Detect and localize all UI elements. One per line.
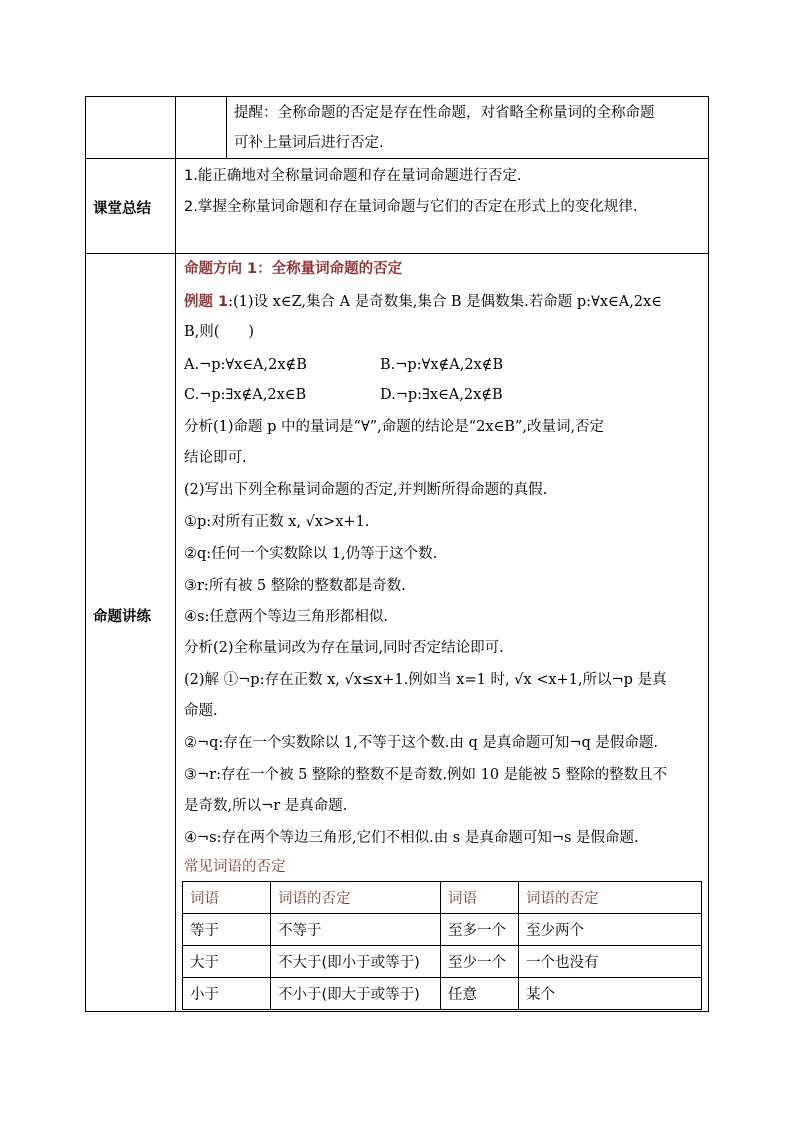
table-cell: 任意 — [441, 978, 519, 1010]
table-cell: 不大于(即小于或等于) — [271, 946, 441, 978]
summary-line-1: 1.能正确地对全称量词命题和存在量词命题进行否定. — [184, 168, 522, 184]
example-body: :(1)设 x∈Z,集合 A 是奇数集,集合 B 是偶数集.若命题 p:∀x∈A,2x∈ — [228, 294, 662, 310]
label-column-divider — [175, 96, 176, 1012]
summary-top-border — [85, 158, 708, 159]
summary-line-2: 2.掌握全称量词命题和存在量词命题与它们的否定在形式上的变化规律. — [184, 199, 638, 215]
frame-bottom-border — [85, 1011, 708, 1012]
practice-top-border — [85, 253, 708, 254]
table-header-cell: 词语 — [183, 882, 271, 914]
practice-label: 命题讲练 — [93, 609, 151, 625]
table-cell: 不等于 — [271, 914, 441, 946]
table-cell: 某个 — [519, 978, 702, 1010]
solution-2: ②¬q:存在一个实数除以 1,不等于这个数.由 q 是真命题可知¬q 是假命题. — [184, 735, 659, 751]
frame-right-border — [708, 96, 709, 1012]
frame-left-border — [85, 96, 86, 1012]
option-b: B.¬p:∀x∉A,2x∉B — [380, 357, 504, 373]
solution-1-line-2: 命题. — [184, 703, 218, 719]
option-c: C.¬p:∃x∉A,2x∈B — [184, 387, 307, 403]
option-d: D.¬p:∃x∈A,2x∉B — [380, 387, 503, 403]
item-r: ③r:所有被 5 整除的整数都是奇数. — [184, 578, 406, 594]
analysis-2: 分析(2)全称量词改为存在量词,同时否定结论即可. — [184, 640, 504, 656]
practice-heading: 命题方向 1：全称量词命题的否定 — [184, 261, 403, 277]
tip-inner-divider — [226, 96, 227, 159]
table-cell: 至少两个 — [519, 914, 702, 946]
table-header-row — [183, 882, 702, 914]
item-p: ①p:对所有正数 x, √x>x+1. — [184, 514, 370, 530]
table-row — [183, 978, 702, 1010]
analysis-1-line-2: 结论即可. — [184, 450, 247, 466]
word-negation-table — [182, 881, 702, 1010]
table-cell: 等于 — [183, 914, 271, 946]
example-prefix: 例题 1 — [184, 294, 229, 310]
example-line-2: B,则( ) — [184, 324, 255, 340]
solution-1-line-1: (2)解 ①¬p:存在正数 x, √x≤x+1.例如当 x=1 时, √x <x+1,所以¬p 是真 — [184, 672, 667, 688]
words-table-title: 常见词语的否定 — [184, 859, 286, 875]
table-cell: 一个也没有 — [519, 946, 702, 978]
solution-3-line-1: ③¬r:存在一个被 5 整除的整数不是奇数.例如 10 是能被 5 整除的整数且不 — [184, 767, 668, 783]
tip-line-1: 提醒：全称命题的否定是存在性命题，对省略全称量词的全称命题 — [234, 105, 655, 121]
item-q: ②q:任何一个实数除以 1,仍等于这个数. — [184, 546, 438, 562]
table-cell: 至多一个 — [441, 914, 519, 946]
table-cell: 至少一个 — [441, 946, 519, 978]
tip-line-2: 可补上量词后进行否定. — [234, 135, 384, 151]
table-row — [183, 946, 702, 978]
table-header-cell: 词语的否定 — [519, 882, 702, 914]
summary-label: 课堂总结 — [93, 201, 151, 217]
table-cell: 小于 — [183, 978, 271, 1010]
table-row — [183, 914, 702, 946]
analysis-1-line-1: 分析(1)命题 p 中的量词是“∀”,命题的结论是“2x∈B”,改量词,否定 — [184, 419, 605, 435]
item-s: ④s:任意两个等边三角形都相似. — [184, 609, 388, 625]
question-2: (2)写出下列全称量词命题的否定,并判断所得命题的真假. — [184, 482, 548, 498]
example-line-1 — [184, 292, 662, 312]
table-cell: 不小于(即大于或等于) — [271, 978, 441, 1010]
solution-4: ④¬s:存在两个等边三角形,它们不相似.由 s 是真命题可知¬s 是假命题. — [184, 830, 639, 846]
solution-3-line-2: 是奇数,所以¬r 是真命题. — [184, 798, 348, 814]
table-cell: 大于 — [183, 946, 271, 978]
option-a: A.¬p:∀x∈A,2x∉B — [184, 357, 307, 373]
table-header-cell: 词语的否定 — [271, 882, 441, 914]
frame-top-border — [85, 96, 708, 97]
table-header-cell: 词语 — [441, 882, 519, 914]
